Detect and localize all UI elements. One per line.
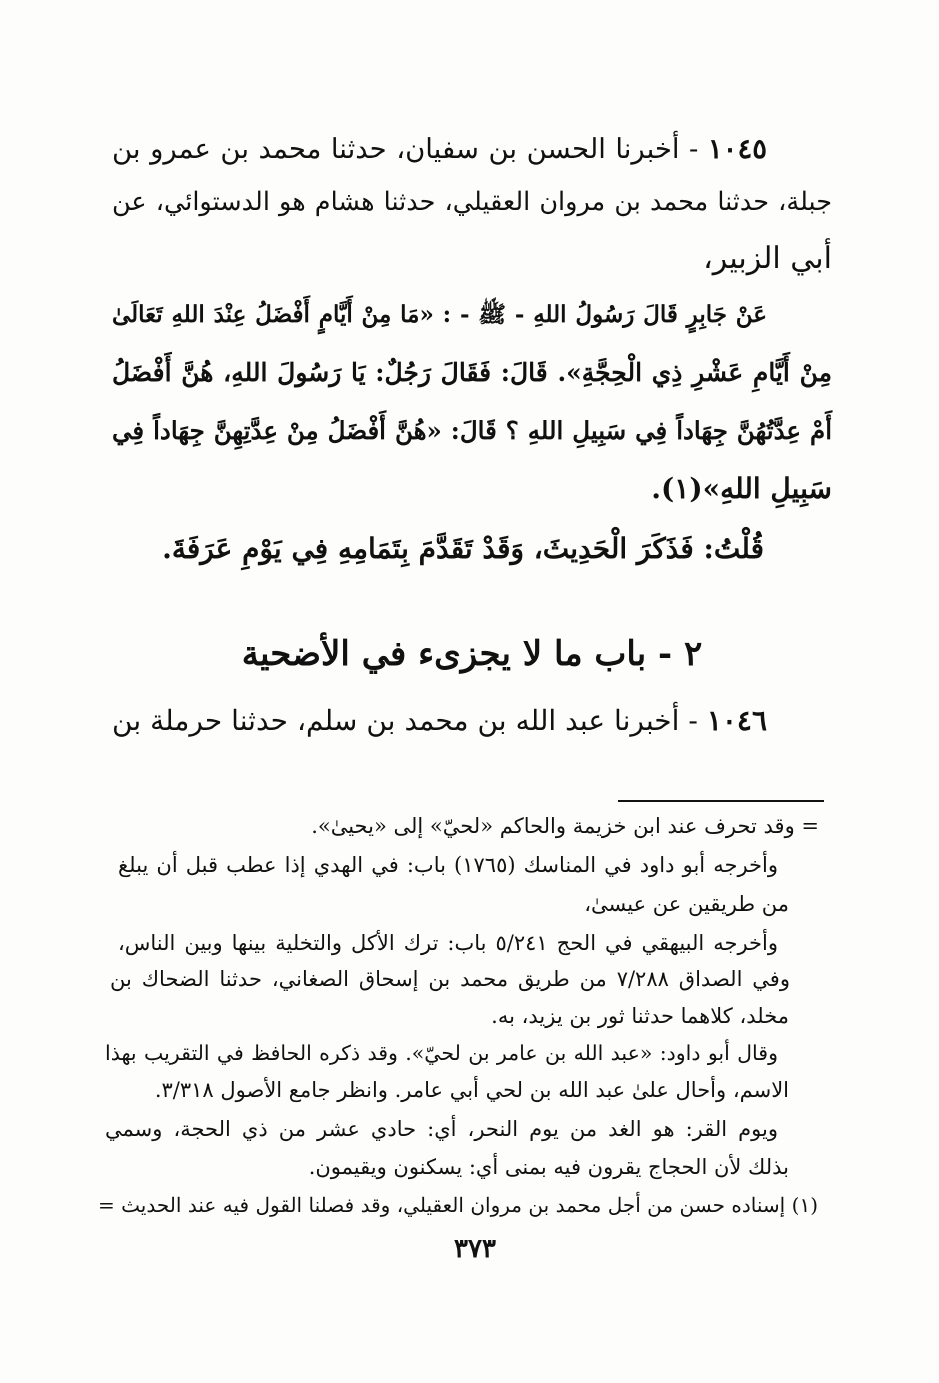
footnote-line: مخلد، كلاهما حدثنا ثور بن يزيد، به. <box>491 1004 789 1028</box>
footnote-line: ويوم القر: هو الغد من يوم النحر، أي: حادي عشر من ذي الحجة، وسمي <box>105 1117 778 1141</box>
footnote-line: = وقد تحرف عند ابن خزيمة والحاكم «لحيّ» إلى «يحيىٰ». <box>311 814 819 838</box>
matn-line-2: مِنْ أَيَّامِ عَشْرِ ذِي الْحِجَّةِ». قَالَ: فَقَالَ رَجُلٌ: يَا رَسُولَ اللهِ، هُنَّ أَفْضَلُ <box>112 358 832 387</box>
hadith-number: ١٠٤٥ <box>707 133 767 165</box>
hadith-number: ١٠٤٦ <box>706 704 767 737</box>
page-number: ٣٧٣ <box>454 1234 496 1264</box>
footnote-line: وفي الصداق ٧/٢٨٨ من طريق محمد بن إسحاق الصغاني، حدثنا الضحاك بن <box>110 967 790 991</box>
hadith-1045-line-2: جبلة، حدثنا محمد بن مروان العقيلي، حدثنا هشام هو الدستوائي، عن <box>112 187 832 217</box>
isnad-text: - أخبرنا الحسن بن سفيان، حدثنا محمد بن عمرو بن <box>112 133 699 165</box>
matn-line-1: عَنْ جَابِرٍ قَالَ رَسُولُ اللهِ - ﷺ - : «مَا مِنْ أَيَّامٍ أَفْضَلُ عِنْدَ اللهِ تَعَالَىٰ <box>112 301 767 328</box>
footnote-line: وأخرجه أبو داود في المناسك (١٧٦٥) باب: في الهدي إذا عطب قبل أن يبلغ <box>118 853 779 877</box>
footnote-line: وقال أبو داود: «عبد الله بن عامر بن لحيّ». وقد ذكره الحافظ في التقريب بهذا <box>105 1041 778 1065</box>
footnote-line: وأخرجه البيهقي في الحج ٥/٢٤١ باب: ترك الأكل والتخلية بينها وبين الناس، <box>118 931 778 955</box>
footnote-line: من طريقين عن عيسىٰ، <box>584 892 789 916</box>
matn-line-4: سَبِيلِ اللهِ»(١). <box>651 472 832 505</box>
author-note: قُلْتُ: فَذَكَرَ الْحَدِيثَ، وَقَدْ تَقَدَّمَ بِتَمَامِهِ فِي يَوْمِ عَرَفَةَ. <box>162 532 764 565</box>
footnote-separator <box>618 800 824 802</box>
footnote-line: الاسم، وأحال علىٰ عبد الله بن لحي أبي عامر. وانظر جامع الأصول ٣/٣١٨. <box>154 1078 789 1102</box>
hadith-1045-line-3: أبي الزبير، <box>703 241 832 276</box>
chapter-heading: ٢ - باب ما لا يجزىء في الأضحية <box>241 634 703 674</box>
footnote-line: بذلك لأن الحجاج يقرون فيه بمنى أي: يسكنون ويقيمون. <box>308 1155 789 1179</box>
hadith-1046-line-1 <box>112 704 767 737</box>
isnad-text: - أخبرنا عبد الله بن محمد بن سلم، حدثنا حرملة بن <box>112 704 698 737</box>
matn-line-3: أَمْ عِدَّتُهُنَّ جِهَاداً فِي سَبِيلِ اللهِ ؟ قَالَ: «هُنَّ أَفْضَلُ مِنْ عِدَّتِهِنَّ جِهَاداً فِي <box>112 416 832 445</box>
footnote-line: (١) إسناده حسن من أجل محمد بن مروان العقيلي، وقد فصلنا القول فيه عند الحديث = <box>98 1193 818 1217</box>
hadith-1045-line-1 <box>112 133 767 165</box>
